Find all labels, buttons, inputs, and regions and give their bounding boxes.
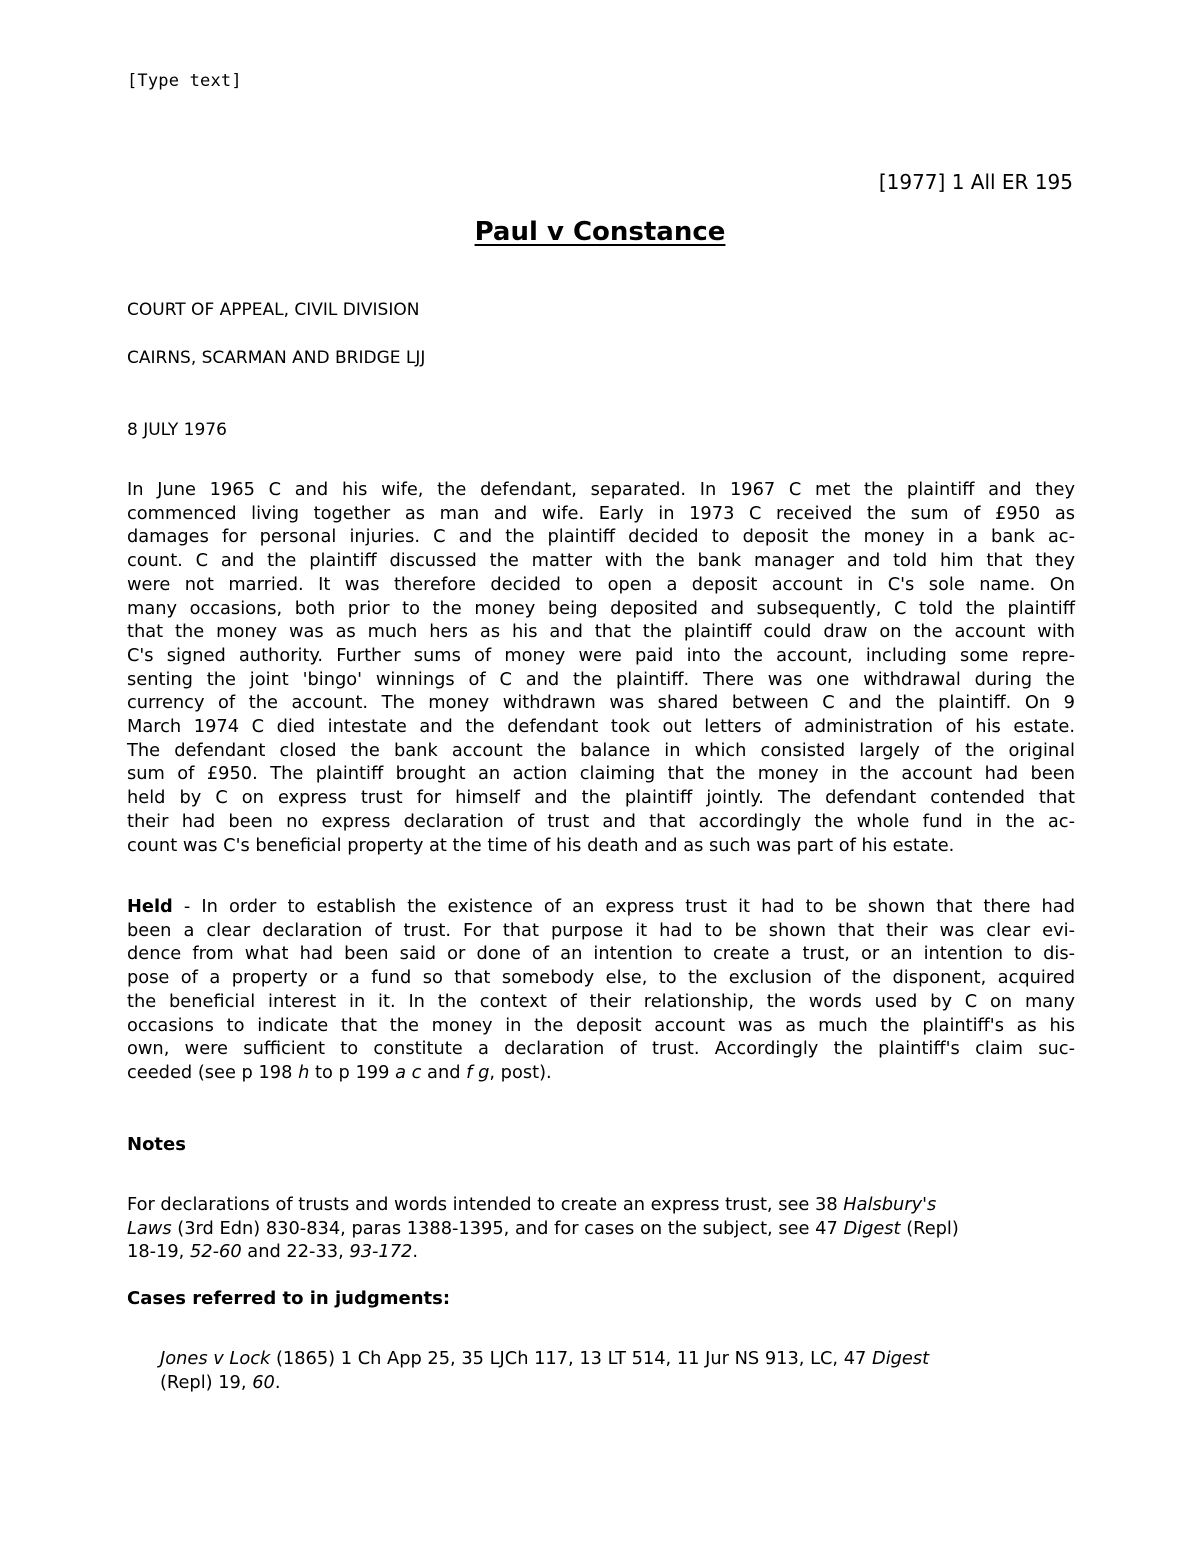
summary-line: were not married. It was therefore decided to open a deposit account in C's sole name. On — [127, 573, 1075, 595]
held-line: own, were sufficient to constitute a declaration of trust. Accordingly the plaintiff's claim suc- — [127, 1038, 1075, 1060]
summary-line: senting the joint 'bingo' winnings of C and the plaintiff. There was one withdrawal during the — [127, 668, 1075, 690]
summary-line: March 1974 C died intestate and the defendant took out letters of administration of his estate. — [127, 716, 1075, 738]
held-label: Held — [127, 896, 173, 917]
held-line: occasions to indicate that the money in the deposit account was as much the plaintiff's as his — [127, 1014, 1075, 1036]
summary-line: sum of £950. The plaintiff brought an action claiming that the money in the account had been — [127, 763, 1075, 785]
judges: CAIRNS, SCARMAN AND BRIDGE LJJ — [127, 348, 426, 368]
held-paragraph — [127, 895, 1075, 1085]
notes-paragraph — [127, 1193, 1075, 1264]
notes-line: For declarations of trusts and words intended to create an express trust, see 38 Halsbury's — [127, 1194, 937, 1215]
summary-paragraph — [127, 478, 1075, 857]
held-line: ceeded (see p 198 h to p 199 a c and f g, post). — [127, 1061, 552, 1083]
case-reference-line: Jones v Lock (1865) 1 Ch App 25, 35 LJCh 117, 13 LT 514, 11 Jur NS 913, LC, 47 Digest — [160, 1348, 930, 1369]
held-line — [127, 895, 1075, 919]
notes-line: 18-19, 52-60 and 22-33, 93-172. — [127, 1241, 419, 1263]
notes-heading: Notes — [127, 1134, 186, 1155]
held-first-line: - In order to establish the existence of an express trust it had to be shown that there had — [172, 896, 1075, 917]
summary-line: commenced living together as man and wife. Early in 1973 C received the sum of £950 as — [127, 502, 1075, 524]
header-placeholder[interactable]: [Type text] — [127, 71, 242, 91]
case-reference-line: (Repl) 19, 60. — [160, 1371, 281, 1393]
summary-line: that the money was as much hers as his and that the plaintiff could draw on the account with — [127, 621, 1075, 643]
held-line: been a clear declaration of trust. For that purpose it had to be shown that their was clear evi- — [127, 919, 1075, 941]
summary-line: count was C's beneficial property at the time of his death and as such was part of his estate. — [127, 834, 955, 856]
summary-line: In June 1965 C and his wife, the defendant, separated. In 1967 C met the plaintiff and they — [127, 479, 1075, 500]
judgment-date: 8 JULY 1976 — [127, 420, 227, 440]
summary-line: count. C and the plaintiff discussed the matter with the bank manager and told him that they — [127, 550, 1075, 572]
summary-line: held by C on express trust for himself and the plaintiff jointly. The defendant contended that — [127, 787, 1075, 809]
case-citation: [1977] 1 All ER 195 — [878, 170, 1073, 194]
summary-line: their had been no express declaration of trust and that accordingly the whole fund in the ac- — [127, 810, 1075, 832]
notes-line: Laws (3rd Edn) 830-834, paras 1388-1395, and for cases on the subject, see 47 Digest (Repl) — [127, 1217, 959, 1239]
held-line: pose of a property or a fund so that somebody else, to the exclusion of the disponent, acquired — [127, 967, 1075, 989]
summary-line: damages for personal injuries. C and the plaintiff decided to deposit the money in a bank ac- — [127, 526, 1075, 548]
held-line: dence from what had been said or done of an intention to create a trust, or an intention to dis- — [127, 943, 1075, 965]
case-name: Jones v Lock — [160, 1348, 271, 1369]
summary-line: currency of the account. The money withdrawn was shared between C and the plaintiff. On 9 — [127, 692, 1075, 714]
case-title: Paul v Constance — [474, 217, 726, 247]
court-name: COURT OF APPEAL, CIVIL DIVISION — [127, 300, 420, 320]
held-line: the beneficial interest in it. In the context of their relationship, the words used by C on many — [127, 990, 1075, 1012]
summary-line: The defendant closed the bank account the balance in which consisted largely of the original — [127, 739, 1075, 761]
case-reference — [160, 1347, 1060, 1394]
summary-line: C's signed authority. Further sums of money were paid into the account, including some repre- — [127, 644, 1075, 666]
summary-line: many occasions, both prior to the money being deposited and subsequently, C told the plaintiff — [127, 597, 1075, 619]
cases-heading: Cases referred to in judgments: — [127, 1288, 451, 1309]
